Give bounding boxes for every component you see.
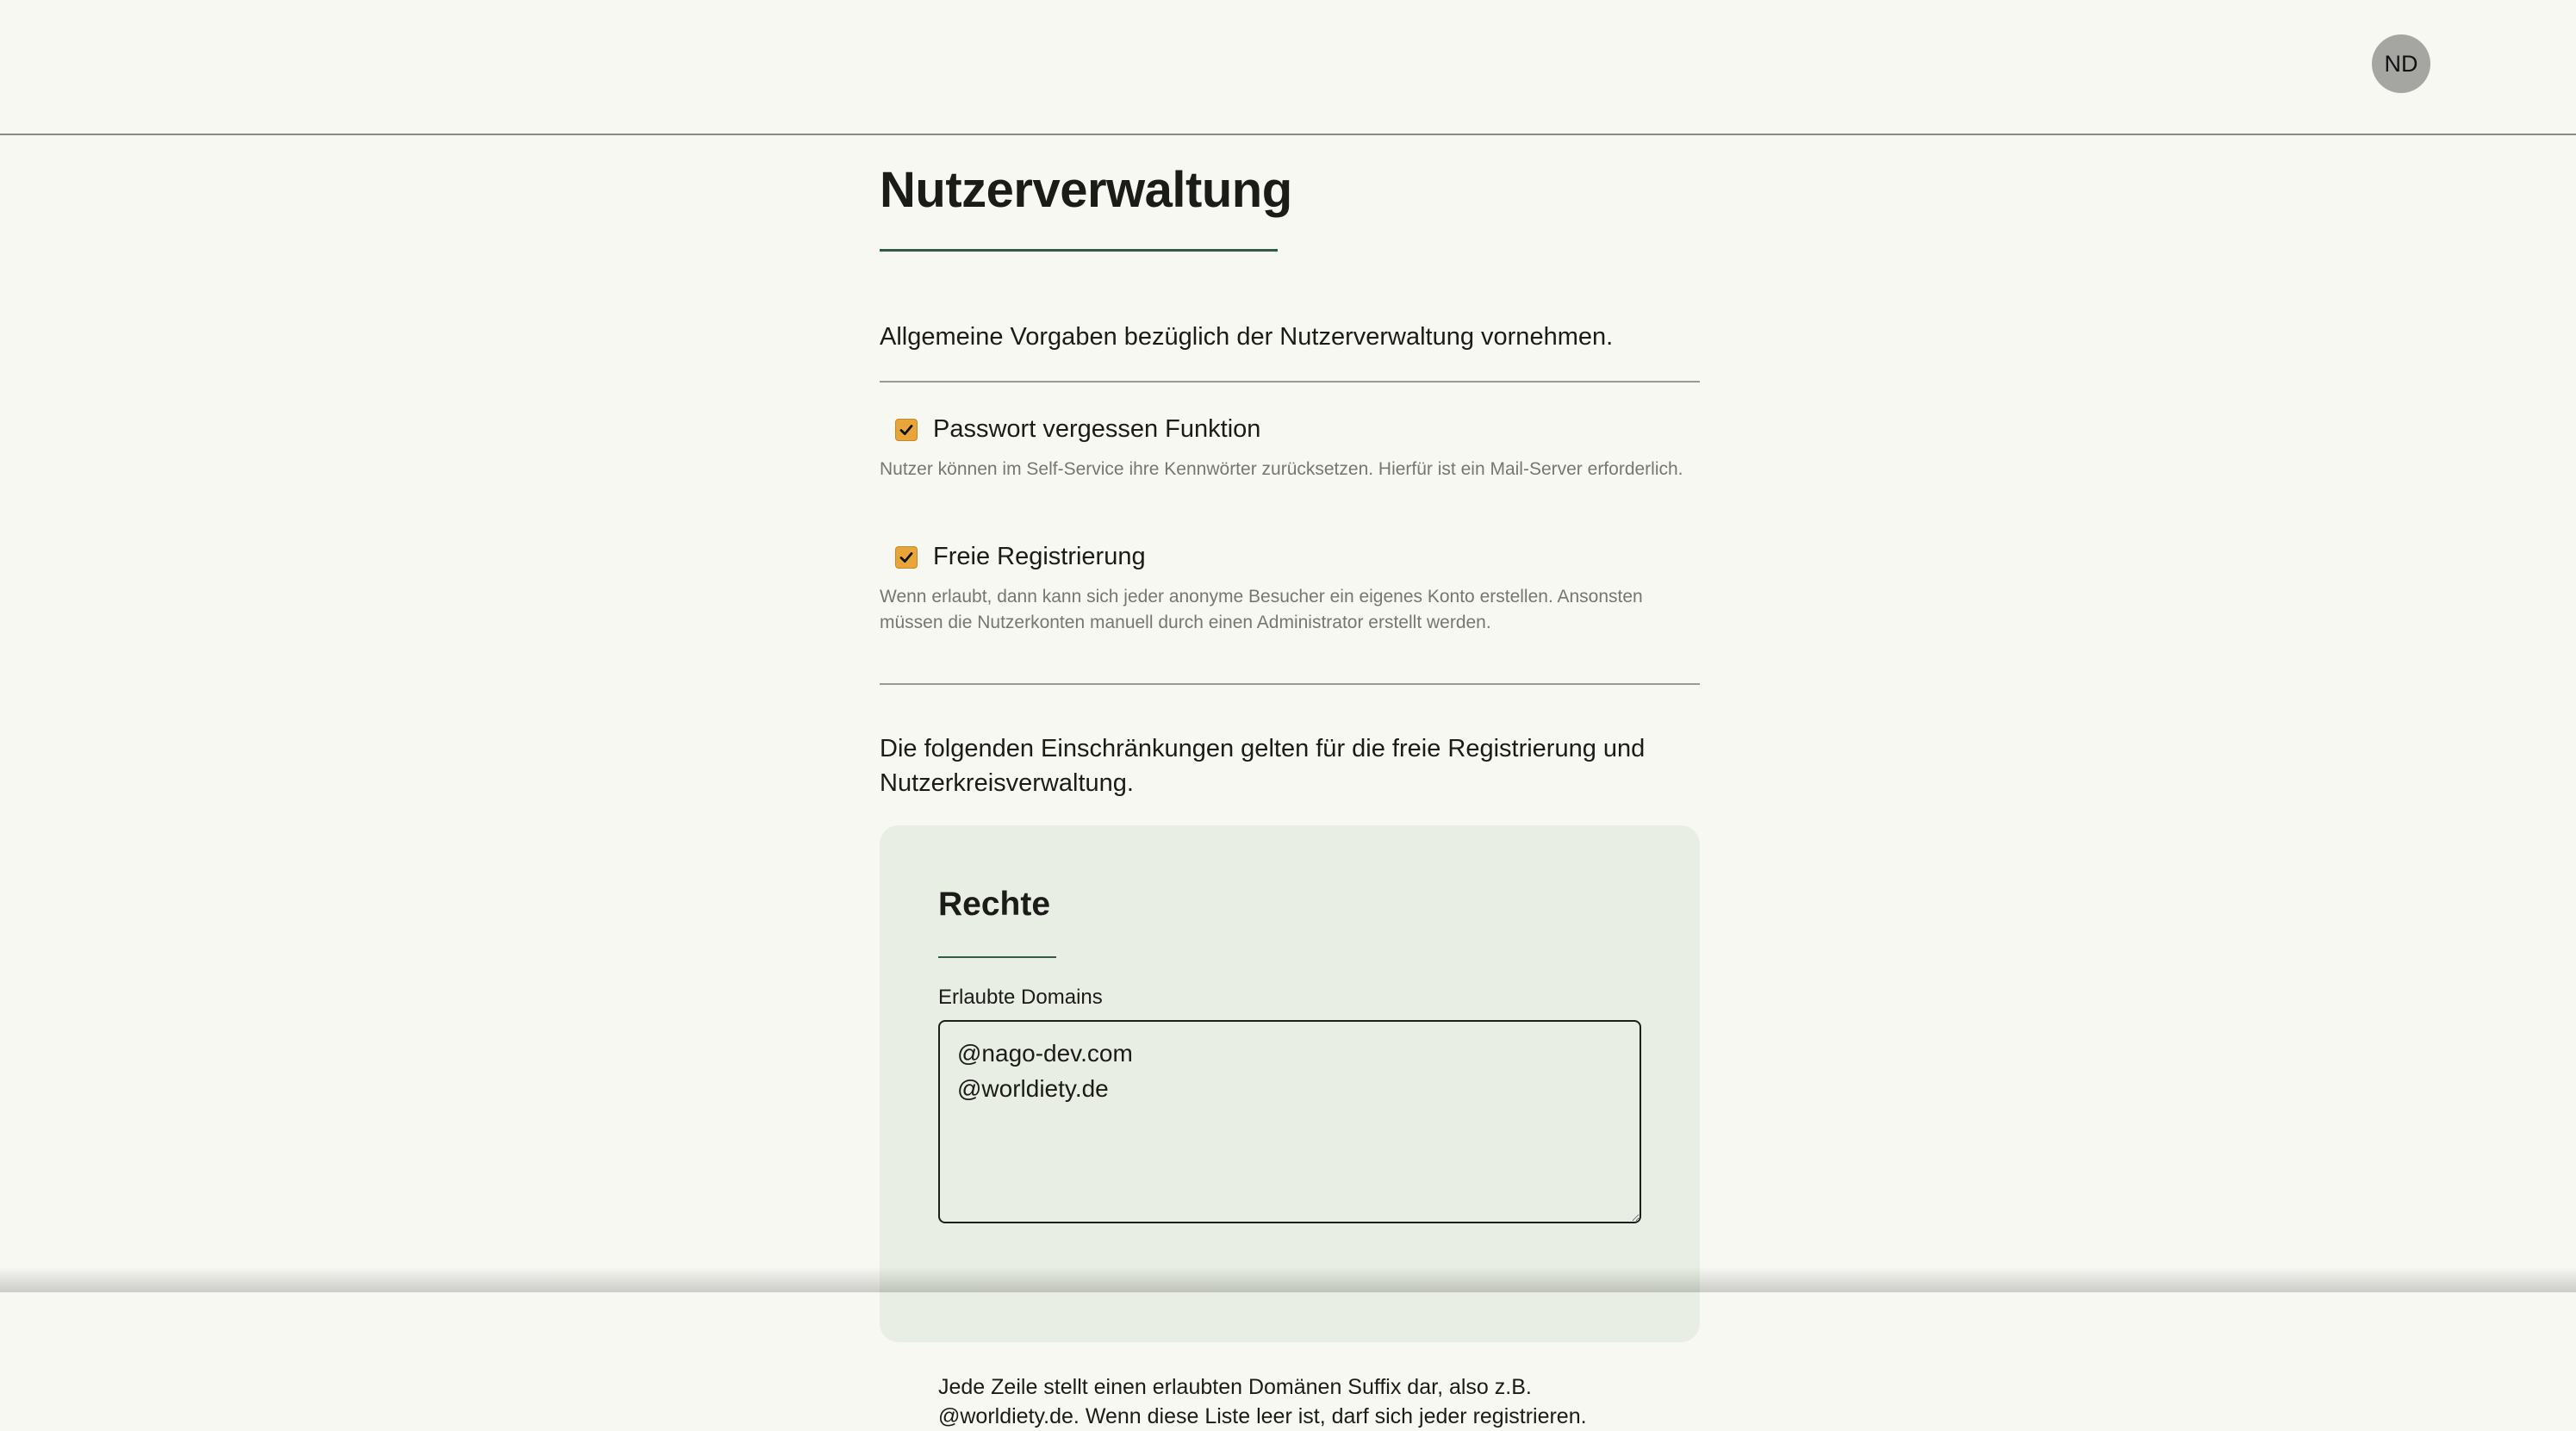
allowed-domains-input[interactable] (938, 1020, 1641, 1223)
password-forgot-hint: Nutzer können im Self-Service ihre Kennwörter zurücksetzen. Hierfür ist ein Mail-Server erforderlich. (880, 459, 1683, 479)
title-underline (880, 249, 1278, 252)
password-forgot-checkbox[interactable] (895, 419, 918, 441)
divider (880, 381, 1700, 383)
free-registration-checkbox[interactable] (895, 546, 918, 569)
page-intro: Allgemeine Vorgaben bezüglich der Nutzerverwaltung vornehmen. (880, 323, 1614, 351)
checkmark-icon (898, 421, 915, 439)
allowed-domains-hint: Jede Zeile stellt einen erlaubten Domänen Suffix dar, also z.B. @worldiety.de. Wenn diese Liste leer ist, darf sich jeder registrieren. (938, 1375, 1587, 1428)
rights-card-underline (938, 956, 1056, 958)
page-title: Nutzerverwaltung (880, 162, 1292, 218)
free-registration-label: Freie Registrierung (933, 543, 1146, 570)
checkmark-icon (898, 549, 915, 566)
top-bar (0, 0, 2576, 135)
allowed-domains-label: Erlaubte Domains (938, 986, 1103, 1009)
option-password-forgot[interactable] (895, 415, 1260, 444)
divider (880, 683, 1700, 685)
option-free-registration[interactable] (895, 543, 1146, 571)
avatar-initials: ND (2384, 50, 2418, 77)
avatar[interactable] (2372, 34, 2430, 93)
rights-card-title: Rechte (938, 886, 1051, 923)
free-registration-hint: Wenn erlaubt, dann kann sich jeder anonyme Besucher ein eigenes Konto erstellen. Ansonsten müssen die Nutzerkonten manuell durch einen Administrator erstellt werden. (880, 587, 1643, 632)
rights-card (880, 825, 1700, 1428)
restrictions-intro: Die folgenden Einschränkungen gelten für die freie Registrierung und Nutzerkreisverwaltung. (880, 735, 1646, 797)
password-forgot-label: Passwort vergessen Funktion (933, 415, 1261, 443)
